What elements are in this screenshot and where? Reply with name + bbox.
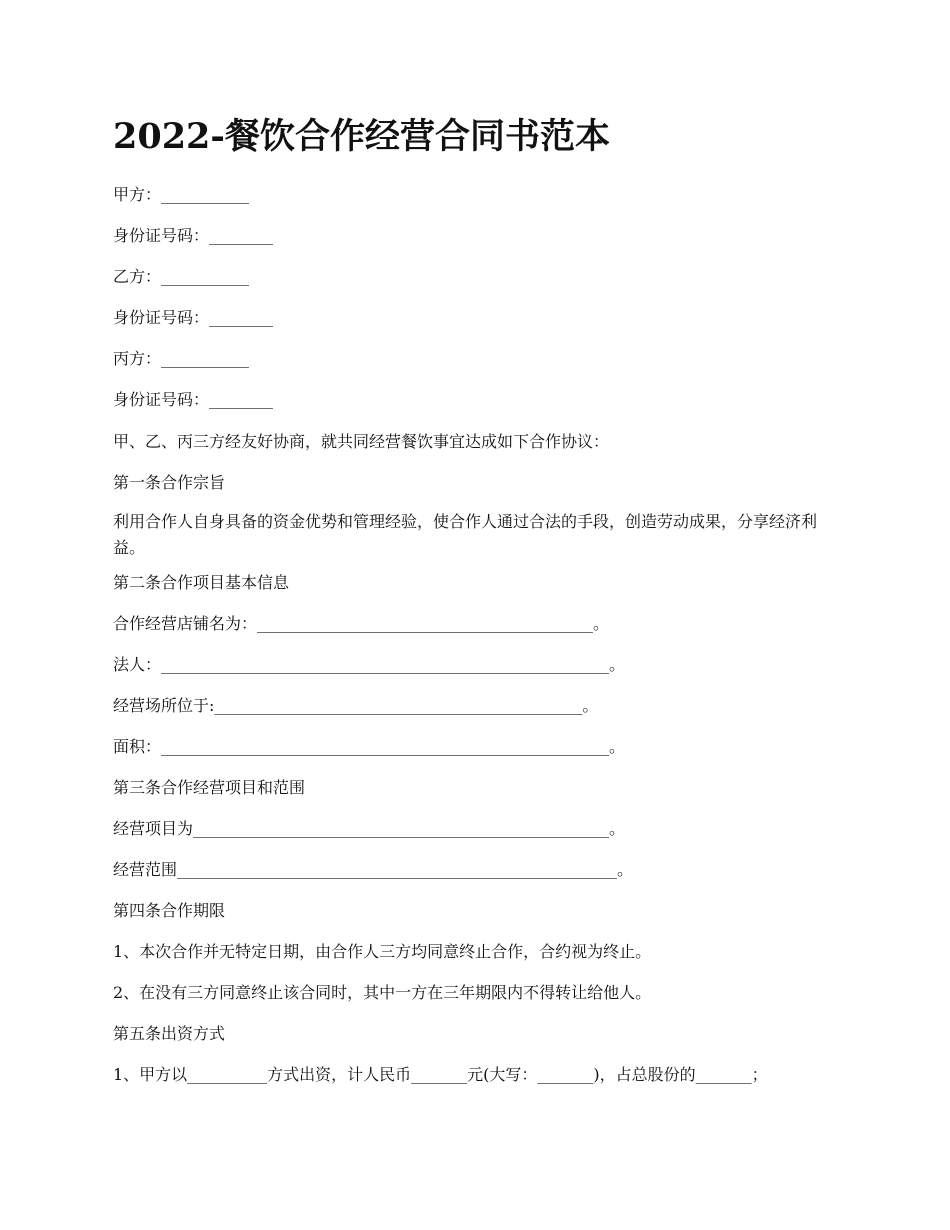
party-a-line: 甲方：___________ (113, 185, 250, 204)
article-4-heading: 第四条合作期限 (113, 901, 226, 920)
article-3-heading: 第三条合作经营项目和范围 (113, 778, 306, 797)
legal-person-line: 法人：________________________________________________________。 (113, 655, 626, 674)
article-1-heading: 第一条合作宗旨 (113, 473, 226, 492)
business-location-line: 经营场所位于:______________________________________________。 (113, 696, 599, 715)
article-5-heading: 第五条出资方式 (113, 1024, 226, 1043)
party-b-line: 乙方：___________ (113, 267, 250, 286)
article-2-heading: 第二条合作项目基本信息 (113, 573, 290, 592)
business-scope-line: 经营范围_______________________________________________________。 (113, 860, 634, 879)
party-a-id-line: 身份证号码：________ (113, 226, 274, 245)
party-c-id-line: 身份证号码：________ (113, 390, 274, 409)
document-title: 2022-餐饮合作经营合同书范本 (113, 116, 610, 157)
contribution-clause-1: 1、甲方以__________方式出资，计人民币_______元(大写：_______)，占总股份的_______； (113, 1065, 768, 1084)
party-c-line: 丙方：___________ (113, 349, 250, 368)
preamble-paragraph: 甲、乙、丙三方经友好协商，就共同经营餐饮事宜达成如下合作协议： (113, 432, 610, 451)
term-clause-2: 2、在没有三方同意终止该合同时，其中一方在三年期限内不得转让给他人。 (113, 983, 652, 1002)
business-project-line: 经营项目为____________________________________________________。 (113, 819, 626, 838)
term-clause-1: 1、本次合作并无特定日期，由合作人三方均同意终止合作，合约视为终止。 (113, 942, 652, 961)
shop-name-line: 合作经营店铺名为：__________________________________________。 (113, 614, 610, 633)
area-line: 面积：________________________________________________________。 (113, 737, 626, 756)
article-1-paragraph: 利用合作人自身具备的资金优势和管理经验，使合作人通过合法的手段，创造劳动成果，分享经济利益。 (113, 512, 818, 557)
party-b-id-line: 身份证号码：________ (113, 308, 274, 327)
